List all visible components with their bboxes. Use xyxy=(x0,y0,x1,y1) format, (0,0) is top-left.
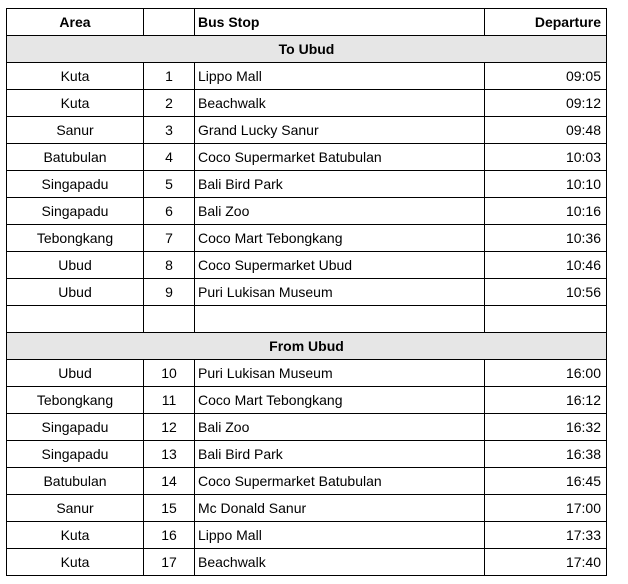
departure-cell: 17:33 xyxy=(485,522,607,549)
table-row xyxy=(7,549,607,576)
header-bus-stop: Bus Stop xyxy=(195,9,485,36)
bus-stop-cell: Coco Supermarket Ubud xyxy=(195,252,485,279)
bus-stop-cell: Mc Donald Sanur xyxy=(195,495,485,522)
bus-stop-cell: Lippo Mall xyxy=(195,522,485,549)
departure-cell: 10:36 xyxy=(485,225,607,252)
area-cell: Singapadu xyxy=(7,414,144,441)
bus-stop-cell: Coco Mart Tebongkang xyxy=(195,387,485,414)
departure-cell: 09:12 xyxy=(485,90,607,117)
bus-stop-cell: Coco Supermarket Batubulan xyxy=(195,144,485,171)
area-cell: Kuta xyxy=(7,63,144,90)
area-cell: Singapadu xyxy=(7,198,144,225)
number-cell: 10 xyxy=(144,360,195,387)
bus-stop-cell: Coco Supermarket Batubulan xyxy=(195,468,485,495)
number-cell xyxy=(144,306,195,333)
departure-cell: 16:00 xyxy=(485,360,607,387)
table-row xyxy=(7,252,607,279)
table-row xyxy=(7,225,607,252)
table-row xyxy=(7,90,607,117)
header-number xyxy=(144,9,195,36)
departure-cell: 16:38 xyxy=(485,441,607,468)
number-cell: 17 xyxy=(144,549,195,576)
area-cell: Batubulan xyxy=(7,144,144,171)
table-row xyxy=(7,171,607,198)
header-row xyxy=(7,9,607,36)
header-area: Area xyxy=(7,9,144,36)
departure-cell: 09:05 xyxy=(485,63,607,90)
section-header-row xyxy=(7,36,607,63)
area-cell: Kuta xyxy=(7,549,144,576)
number-cell: 3 xyxy=(144,117,195,144)
bus-stop-cell: Bali Bird Park xyxy=(195,171,485,198)
number-cell: 15 xyxy=(144,495,195,522)
area-cell: Sanur xyxy=(7,117,144,144)
number-cell: 1 xyxy=(144,63,195,90)
departure-cell: 16:45 xyxy=(485,468,607,495)
area-cell: Ubud xyxy=(7,279,144,306)
table-row xyxy=(7,387,607,414)
table-row xyxy=(7,306,607,333)
area-cell: Ubud xyxy=(7,252,144,279)
table-row xyxy=(7,495,607,522)
table-row xyxy=(7,279,607,306)
table-row xyxy=(7,468,607,495)
number-cell: 16 xyxy=(144,522,195,549)
number-cell: 5 xyxy=(144,171,195,198)
bus-stop-cell: Bali Zoo xyxy=(195,198,485,225)
departure-cell: 16:12 xyxy=(485,387,607,414)
header-departure: Departure xyxy=(485,9,607,36)
section-header-row xyxy=(7,333,607,360)
bus-stop-cell: Coco Mart Tebongkang xyxy=(195,225,485,252)
bus-schedule-table xyxy=(6,8,607,576)
area-cell: Singapadu xyxy=(7,171,144,198)
table-row xyxy=(7,414,607,441)
departure-cell: 10:16 xyxy=(485,198,607,225)
bus-stop-cell: Bali Bird Park xyxy=(195,441,485,468)
number-cell: 13 xyxy=(144,441,195,468)
table-body xyxy=(7,36,607,576)
bus-stop-cell: Lippo Mall xyxy=(195,63,485,90)
table-header xyxy=(7,9,607,36)
area-cell: Ubud xyxy=(7,360,144,387)
departure-cell: 10:03 xyxy=(485,144,607,171)
bus-stop-cell xyxy=(195,306,485,333)
area-cell: Kuta xyxy=(7,522,144,549)
area-cell: Singapadu xyxy=(7,441,144,468)
departure-cell xyxy=(485,306,607,333)
number-cell: 8 xyxy=(144,252,195,279)
schedule-container xyxy=(6,8,607,576)
area-cell: Tebongkang xyxy=(7,225,144,252)
area-cell: Kuta xyxy=(7,90,144,117)
number-cell: 7 xyxy=(144,225,195,252)
departure-cell: 10:10 xyxy=(485,171,607,198)
bus-stop-cell: Puri Lukisan Museum xyxy=(195,279,485,306)
table-row xyxy=(7,198,607,225)
bus-stop-cell: Puri Lukisan Museum xyxy=(195,360,485,387)
bus-stop-cell: Bali Zoo xyxy=(195,414,485,441)
table-row xyxy=(7,63,607,90)
area-cell: Sanur xyxy=(7,495,144,522)
area-cell: Batubulan xyxy=(7,468,144,495)
departure-cell: 10:46 xyxy=(485,252,607,279)
departure-cell: 17:40 xyxy=(485,549,607,576)
table-row xyxy=(7,522,607,549)
table-row xyxy=(7,117,607,144)
number-cell: 14 xyxy=(144,468,195,495)
departure-cell: 17:00 xyxy=(485,495,607,522)
area-cell xyxy=(7,306,144,333)
departure-cell: 16:32 xyxy=(485,414,607,441)
section-title: To Ubud xyxy=(7,36,607,63)
bus-stop-cell: Beachwalk xyxy=(195,90,485,117)
table-row xyxy=(7,144,607,171)
number-cell: 11 xyxy=(144,387,195,414)
departure-cell: 10:56 xyxy=(485,279,607,306)
departure-cell: 09:48 xyxy=(485,117,607,144)
section-title: From Ubud xyxy=(7,333,607,360)
bus-stop-cell: Grand Lucky Sanur xyxy=(195,117,485,144)
bus-stop-cell: Beachwalk xyxy=(195,549,485,576)
table-row xyxy=(7,360,607,387)
number-cell: 4 xyxy=(144,144,195,171)
number-cell: 2 xyxy=(144,90,195,117)
table-row xyxy=(7,441,607,468)
number-cell: 9 xyxy=(144,279,195,306)
area-cell: Tebongkang xyxy=(7,387,144,414)
number-cell: 6 xyxy=(144,198,195,225)
number-cell: 12 xyxy=(144,414,195,441)
